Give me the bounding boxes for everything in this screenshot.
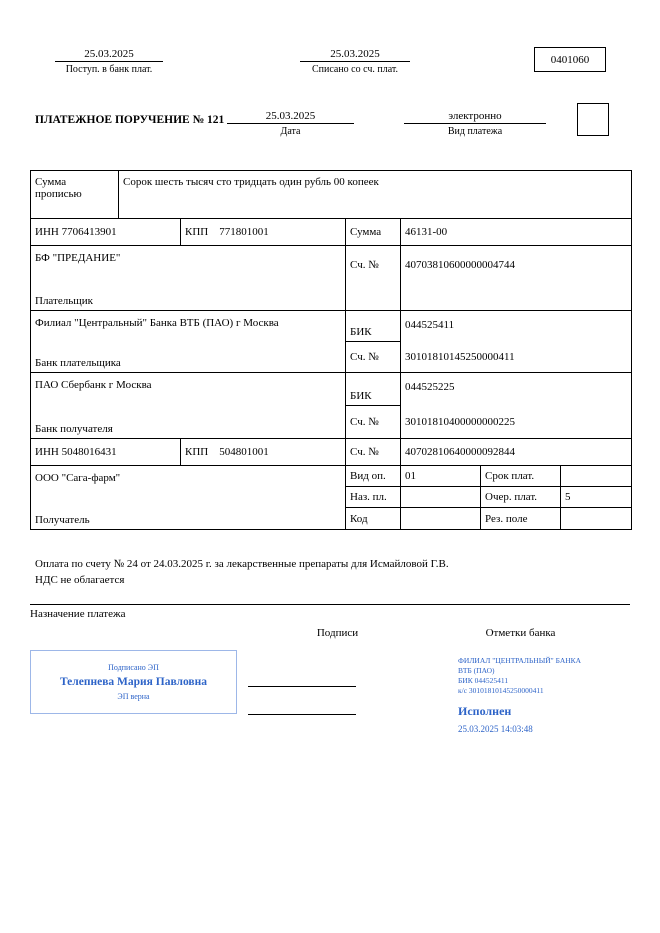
doc-date-block	[227, 110, 354, 137]
received-date-label: Поступ. в банк плат.	[65, 64, 153, 75]
payer-bank-account-label: Сч. №	[346, 342, 401, 373]
bank-stamp-status: Исполнен	[458, 704, 512, 718]
signature-line-1	[248, 686, 356, 687]
payer-bank-bik-label: БИК	[346, 311, 401, 342]
bank-marks-label: Отметки банка	[485, 627, 556, 639]
amount-words-label: Сумма прописью	[31, 171, 119, 219]
payer-bank-label: Банк плательщика	[35, 357, 121, 369]
purpose-code-label: Наз. пл.	[346, 487, 401, 508]
signature-stamp	[30, 650, 237, 714]
signature-stamp-footer: ЭП верна	[117, 692, 150, 701]
payer-bank-block	[31, 311, 346, 373]
signatures-label: Подписи	[316, 627, 359, 639]
beneficiary-inn: ИНН 5048016431	[31, 439, 181, 466]
payer-label: Плательщик	[35, 295, 93, 307]
payment-order-table	[30, 170, 632, 530]
payer-account: 40703810600000004744	[401, 246, 631, 311]
payer-bank-account: 30101810145250000411	[401, 342, 631, 373]
reserve-field-label: Рез. поле	[481, 508, 561, 529]
priority-value: 5	[561, 487, 631, 508]
payment-purpose-line2: НДС не облагается	[35, 574, 125, 586]
payment-kind-block	[404, 110, 546, 137]
purpose-divider	[30, 604, 630, 605]
payer-name: БФ "ПРЕДАНИЕ"	[35, 252, 121, 264]
code-value	[401, 508, 481, 529]
op-type-value: 01	[401, 466, 481, 487]
form-code: 0401060	[550, 53, 590, 66]
beneficiary-bank-label: Банк получателя	[35, 423, 113, 435]
bank-stamp-bik: БИК 044525411	[458, 676, 509, 685]
beneficiary-account-label: Сч. №	[346, 439, 401, 466]
payer-inn: ИНН 7706413901	[31, 219, 181, 246]
beneficiary-bank-bik: 044525225	[405, 381, 455, 393]
beneficiary-name: ООО "Сага-фарм"	[35, 472, 121, 484]
debited-block	[300, 48, 410, 75]
beneficiary-bank-block	[31, 373, 346, 439]
debited-date: 25.03.2025	[300, 48, 410, 62]
beneficiary-bank-name: ПАО Сбербанк г Москва	[35, 379, 152, 391]
beneficiary-bank-bik-label: БИК	[346, 373, 401, 406]
reserve-field-value	[561, 508, 631, 529]
received-block	[55, 48, 163, 75]
signature-line-2	[248, 714, 356, 715]
doc-date-label: Дата	[280, 126, 301, 137]
payer-block	[31, 246, 346, 311]
purpose-code-value	[401, 487, 481, 508]
form-code-box	[534, 47, 606, 72]
op-type-label: Вид оп.	[346, 466, 401, 487]
bank-stamp	[458, 656, 630, 734]
payer-bank-bik: 044525411	[405, 319, 455, 331]
status-box	[577, 103, 609, 136]
beneficiary-account: 40702810640000092844	[401, 439, 631, 466]
bank-stamp-corr-account: к/с 30101810145250000411	[458, 686, 544, 695]
amount-words-value: Сорок шесть тысяч сто тридцать один рубль 00 копеек	[119, 171, 631, 219]
payment-purpose	[35, 556, 449, 588]
beneficiary-block	[31, 466, 346, 529]
debited-date-label: Списано со сч. плат.	[311, 64, 399, 75]
due-date-value	[561, 466, 631, 487]
signature-stamp-header: Подписано ЭП	[108, 663, 159, 672]
purpose-label: Назначение платежа	[30, 608, 126, 620]
payment-purpose-line1: Оплата по счету № 24 от 24.03.2025 г. за лекарственные препараты для Исмайловой Г.В.	[35, 558, 449, 570]
bank-stamp-branch-line1: ФИЛИАЛ "ЦЕНТРАЛЬНЫЙ" БАНКА	[458, 656, 582, 665]
payment-kind: электронно	[404, 110, 546, 124]
amount-label: Сумма	[346, 219, 401, 246]
document-title: ПЛАТЕЖНОЕ ПОРУЧЕНИЕ № 121	[35, 114, 225, 126]
priority-label: Очер. плат.	[481, 487, 561, 508]
beneficiary-label: Получатель	[35, 514, 90, 526]
beneficiary-bank-account-label: Сч. №	[346, 406, 401, 439]
beneficiary-bank-account: 30101810400000000225	[401, 406, 631, 439]
beneficiary-kpp: КПП 504801001	[181, 439, 346, 466]
bank-stamp-timestamp: 25.03.2025 14:03:48	[458, 724, 533, 734]
signatory-name: Телепнева Мария Павловна	[59, 676, 208, 688]
payment-kind-label: Вид платежа	[447, 126, 503, 137]
payer-account-label: Сч. №	[346, 246, 401, 311]
doc-date: 25.03.2025	[227, 110, 354, 124]
amount-value: 46131-00	[401, 219, 631, 246]
code-label: Код	[346, 508, 401, 529]
payer-bank-name: Филиал "Центральный" Банка ВТБ (ПАО) г Москва	[35, 317, 279, 329]
bank-stamp-branch-line2: ВТБ (ПАО)	[458, 666, 495, 675]
due-date-label: Срок плат.	[481, 466, 561, 487]
received-date: 25.03.2025	[55, 48, 163, 62]
payer-kpp: КПП 771801001	[181, 219, 346, 246]
